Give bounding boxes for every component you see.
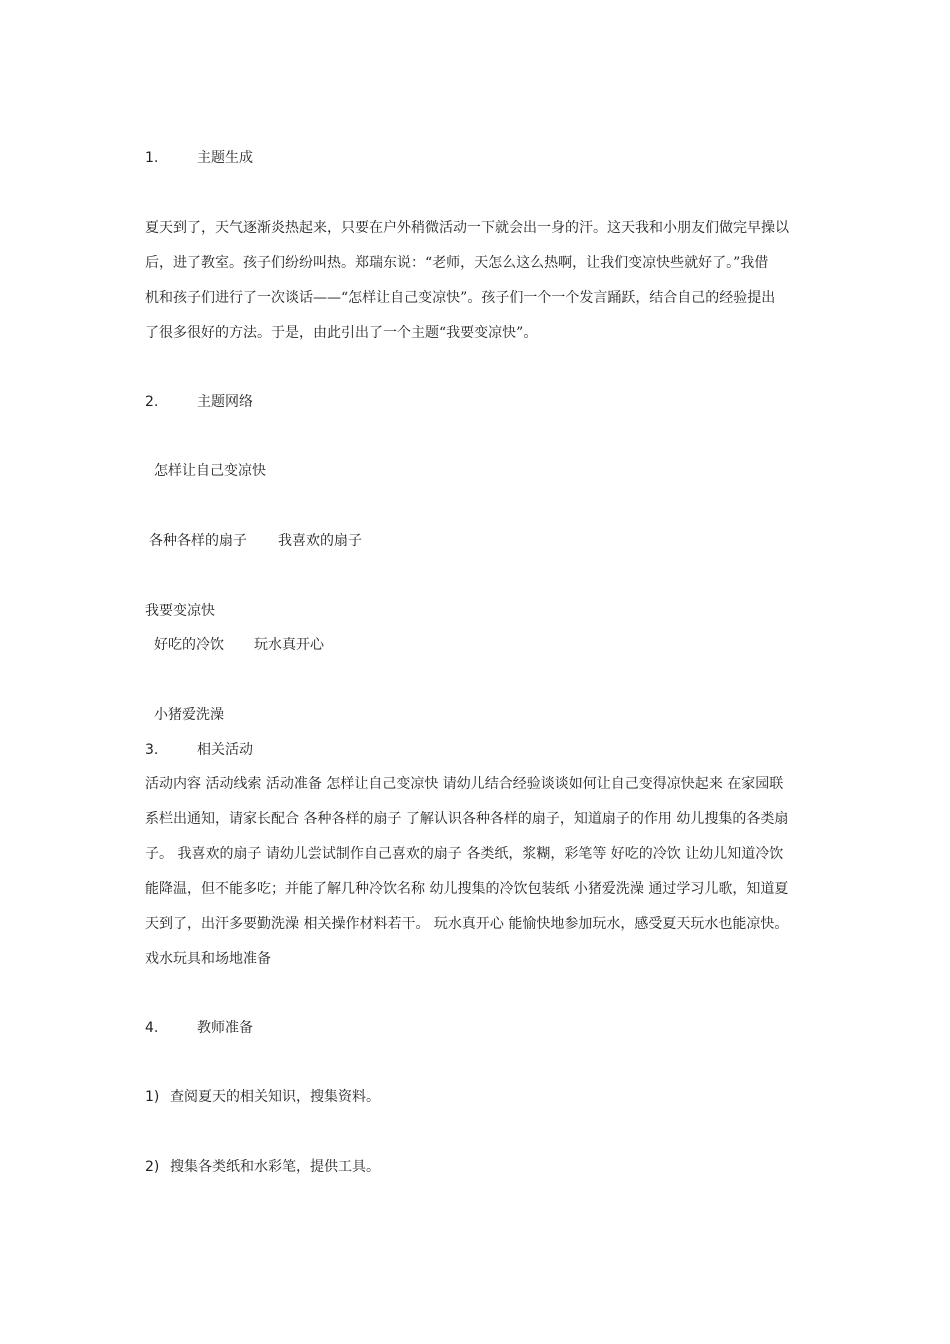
section-heading-3 (145, 741, 253, 759)
section-number: 4. (145, 1020, 159, 1036)
paragraph-line: 戏水玩具和场地准备 (145, 951, 271, 967)
network-node-center: 我要变凉快 (145, 603, 215, 619)
activities-paragraph (145, 767, 809, 977)
network-node-bottom: 小猪爱洗澡 (154, 707, 224, 723)
section-number: 2. (145, 394, 159, 410)
list-item (145, 1158, 380, 1176)
intro-paragraph (145, 211, 809, 351)
section-title: 教师准备 (197, 1020, 253, 1036)
list-item (145, 1088, 380, 1106)
section-heading-1 (145, 149, 253, 167)
network-node-favorite-fan: 我喜欢的扇子 (278, 533, 362, 549)
list-item-text: 搜集各类纸和水彩笔，提供工具。 (170, 1159, 380, 1175)
list-item-text: 查阅夏天的相关知识，搜集资料。 (170, 1089, 380, 1105)
paragraph-line: 活动内容 活动线索 活动准备 怎样让自己变凉快 请幼儿结合经验谈谈如何让自己变得凉快起来 在家园联 (145, 776, 784, 792)
paragraph-line: 了很多很好的方法。于是，由此引出了一个主题“我要变凉快”。 (145, 325, 538, 341)
paragraph-line: 系栏出通知，请家长配合 各种各样的扇子 了解认识各种各样的扇子，知道扇子的作用 幼儿搜集的各类扇 (145, 811, 789, 827)
paragraph-line: 子。 我喜欢的扇子 请幼儿尝试制作自己喜欢的扇子 各类纸，浆糊，彩笔等 好吃的冷饮 让幼儿知道冷饮 (145, 846, 784, 862)
paragraph-line: 后，进了教室。孩子们纷纷叫热。郑瑞东说：“老师，天怎么这么热啊，让我们变凉快些就好了。”我借 (145, 255, 769, 271)
section-title: 相关活动 (197, 742, 253, 758)
network-node-water-play: 玩水真开心 (254, 637, 324, 653)
paragraph-line: 能降温，但不能多吃；并能了解几种冷饮名称 幼儿搜集的冷饮包装纸 小猪爱洗澡 通过学习儿歌，知道夏 (145, 881, 789, 897)
network-node-top: 怎样让自己变凉快 (154, 463, 266, 479)
paragraph-line: 机和孩子们进行了一次谈话——“怎样让自己变凉快”。孩子们一个一个发言踊跃，结合自己的经验提出 (145, 290, 776, 306)
section-number: 3. (145, 742, 159, 758)
section-heading-2 (145, 393, 253, 411)
list-item-number: 2) (145, 1159, 160, 1175)
network-node-fans: 各种各样的扇子 (149, 533, 247, 549)
section-title: 主题网络 (197, 394, 253, 410)
section-number: 1. (145, 150, 159, 166)
network-node-cold-drinks: 好吃的冷饮 (154, 637, 224, 653)
section-heading-4 (145, 1019, 253, 1037)
paragraph-line: 夏天到了，天气逐渐炎热起来，只要在户外稍微活动一下就会出一身的汗。这天我和小朋友们做完早操以 (145, 220, 789, 236)
paragraph-line: 天到了，出汗多要勤洗澡 相关操作材料若干。 玩水真开心 能愉快地参加玩水，感受夏天玩水也能凉快。 (145, 916, 789, 932)
section-title: 主题生成 (197, 150, 253, 166)
list-item-number: 1) (145, 1089, 160, 1105)
